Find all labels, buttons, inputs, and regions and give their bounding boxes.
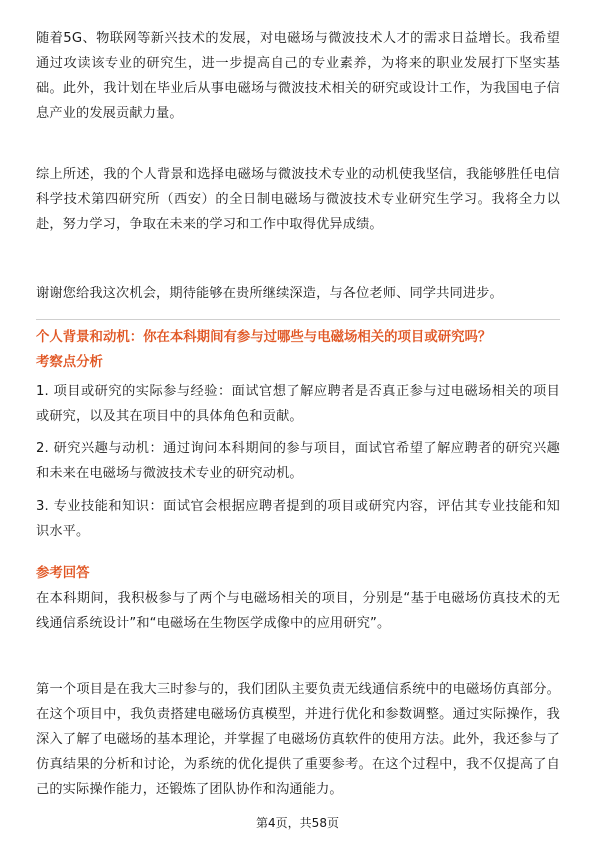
analysis-item-3: 3. 专业技能和知识：面试官会根据应聘者提到的项目或研究内容，评估其专业技能和知识水平。 (36, 499, 560, 539)
answer-heading: 参考回答 (36, 566, 90, 581)
answer-paragraph-2: 第一个项目是在我大三时参与的，我们团队主要负责无线通信系统中的电磁场仿真部分。在这个项目中，我负责搭建电磁场仿真模型，并进行优化和参数调整。通过实际操作，我深入了解了电磁场的基本理论，并掌握了电磁场仿真软件的使用方法。此外，我还参与了仿真结果的分析和讨论，为系统的优化提供了重要参考。在这个过程中，我不仅提高了自己的实际操作能力，还锻炼了团队协作和沟通能力。 (36, 682, 560, 797)
analysis-heading: 考察点分析 (36, 355, 103, 370)
intro-paragraph-2: 综上所述，我的个人背景和选择电磁场与微波技术专业的动机使我坚信，我能够胜任电信科学技术第四研究所（西安）的全日制电磁场与微波技术专业研究生学习。我将全力以赴，努力学习，争取在未来的学习和工作中取得优异成绩。 (36, 167, 560, 232)
section-divider (36, 319, 560, 320)
answer-paragraph-1: 在本科期间，我积极参与了两个与电磁场相关的项目，分别是“基于电磁场仿真技术的无线通信系统设计”和“电磁场在生物医学成像中的应用研究”。 (36, 591, 560, 631)
intro-paragraph-3: 谢谢您给我这次机会，期待能够在贵所继续深造，与各位老师、同学共同进步。 (36, 286, 503, 301)
question-title: 个人背景和动机：你在本科期间有参与过哪些与电磁场相关的项目或研究吗？ (36, 330, 492, 345)
analysis-item-1: 1. 项目或研究的实际参与经验：面试官想了解应聘者是否真正参与过电磁场相关的项目或研究，以及其在项目中的具体角色和贡献。 (36, 384, 560, 424)
intro-paragraph-1: 随着5G、物联网等新兴技术的发展，对电磁场与微波技术人才的需求日益增长。我希望通过攻读该专业的研究生，进一步提高自己的专业素养，为将来的职业发展打下坚实基础。此外，我计划在毕业后从事电磁场与微波技术相关的研究或设计工作，为我国电子信息产业的发展贡献力量。 (36, 31, 560, 121)
page-footer: 第4页，共58页 (256, 816, 339, 830)
analysis-item-2: 2. 研究兴趣与动机：通过询问本科期间的参与项目，面试官希望了解应聘者的研究兴趣和未来在电磁场与微波技术专业的研究动机。 (36, 441, 560, 481)
